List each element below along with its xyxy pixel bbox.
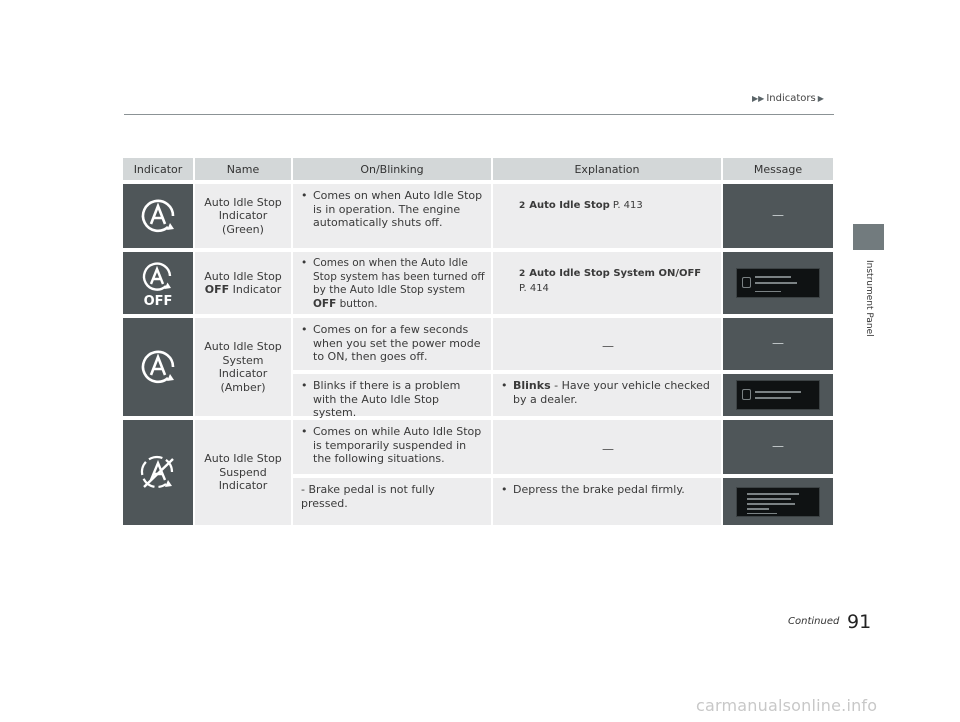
column-header-indicator: Indicator — [123, 158, 195, 180]
message-display-image — [736, 380, 820, 410]
breadcrumb-label: Indicators — [766, 93, 816, 104]
auto-idle-stop-icon — [123, 184, 195, 248]
reference-arrow-icon: 2 — [519, 201, 526, 211]
message-cell: — — [723, 184, 833, 248]
breadcrumb — [752, 93, 824, 104]
explanation-cell: 2 Auto Idle Stop P. 413 — [493, 184, 723, 248]
message-display-image — [736, 268, 820, 298]
message-cell — [723, 252, 833, 314]
page-number: 91 — [847, 611, 872, 633]
breadcrumb-arrow-icon: ▶ — [817, 94, 824, 103]
message-display-image — [736, 487, 820, 517]
reference-link[interactable]: Auto Idle Stop — [529, 200, 610, 211]
indicator-name: Auto Idle Stop Suspend Indicator — [195, 420, 293, 525]
auto-idle-stop-suspend-icon — [123, 420, 195, 525]
on-blinking-cell: • Blinks if there is a problem with the Auto Idle Stop system. — [293, 370, 493, 416]
on-blinking-cell: - Brake pedal is not fully pressed. — [293, 474, 493, 525]
explanation-cell: • Blinks - Have your vehicle checked by a dealer. — [493, 370, 723, 416]
explanation-cell: • Depress the brake pedal firmly. — [493, 474, 723, 525]
section-tab-label: Instrument Panel — [864, 260, 874, 337]
svg-text:OFF: OFF — [143, 294, 173, 308]
message-cell — [723, 474, 833, 525]
table-row — [123, 420, 833, 525]
column-header-name: Name — [195, 158, 293, 180]
message-cell: — — [723, 318, 833, 370]
table-row — [123, 252, 833, 314]
indicator-name: Auto Idle Stop System Indicator (Amber) — [195, 318, 293, 416]
table-row — [123, 184, 833, 248]
watermark: carmanualsonline.info — [696, 696, 878, 715]
explanation-cell: 2 Auto Idle Stop System ON/OFF P. 414 — [493, 252, 723, 314]
table-header — [123, 158, 833, 180]
on-blinking-cell: • Comes on when the Auto Idle Stop system has been turned off by the Auto Idle Stop system OFF button. — [293, 252, 493, 314]
on-blinking-cell: • Comes on while Auto Idle Stop is temporarily suspended in the following situations. — [293, 420, 493, 474]
indicator-table — [123, 158, 833, 525]
column-header-message: Message — [753, 162, 803, 176]
indicator-name: Auto Idle Stop Indicator (Green) — [195, 184, 293, 248]
continued-label: Continued — [788, 616, 840, 627]
explanation-cell: — — [493, 420, 723, 474]
column-header-on-blinking: On/Blinking — [293, 158, 493, 180]
column-header-explanation: Explanation — [493, 158, 723, 180]
indicator-name: Auto Idle Stop OFF Indicator — [195, 252, 293, 314]
section-tab — [853, 224, 884, 250]
breadcrumb-arrow-icon: ▶▶ — [752, 94, 765, 103]
auto-idle-stop-amber-icon — [123, 318, 195, 416]
reference-link[interactable]: Auto Idle Stop System ON/OFF — [529, 268, 702, 279]
auto-idle-stop-off-icon — [123, 252, 195, 314]
message-cell — [723, 370, 833, 416]
reference-arrow-icon: 2 — [519, 269, 526, 279]
on-blinking-cell: • Comes on for a few seconds when you set the power mode to ON, then goes off. — [293, 318, 493, 370]
explanation-cell: — — [493, 318, 723, 370]
table-row — [123, 318, 833, 419]
message-cell: — — [723, 420, 833, 474]
header-rule — [124, 114, 834, 115]
on-blinking-cell: • Comes on when Auto Idle Stop is in operation. The engine automatically shuts off. — [293, 184, 493, 248]
